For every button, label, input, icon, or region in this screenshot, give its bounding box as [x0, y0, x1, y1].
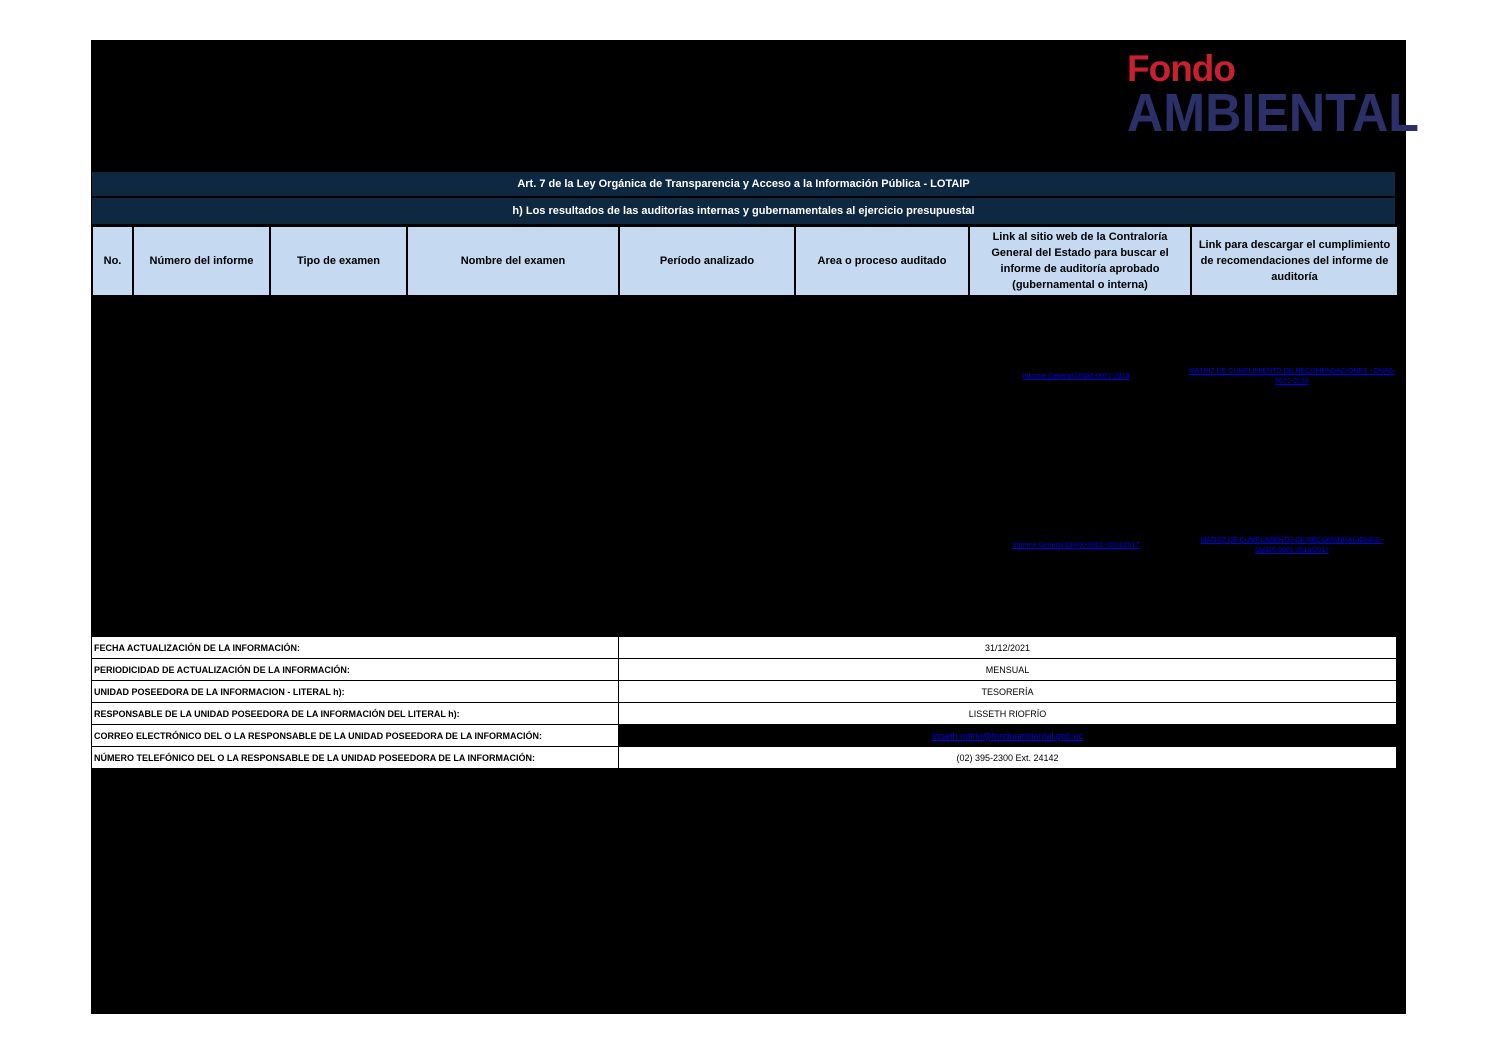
col-header-no: No.: [92, 226, 133, 296]
meta-label-update-date: FECHA ACTUALIZACIÓN DE LA INFORMACIÓN:: [92, 637, 619, 659]
meta-value-email: [619, 725, 1397, 747]
report-link[interactable]: Informe General DIAD6-0001-2014/2017: [1012, 542, 1140, 549]
meta-value-responsible: LISSETH RIOFRÍO: [619, 703, 1397, 725]
col-header-exam-name: Nombre del examen: [407, 226, 619, 296]
info-footer-table: [91, 636, 1397, 769]
meta-row: [92, 747, 1397, 769]
table-row: [91, 298, 1396, 467]
meta-value-unit: TESORERÍA: [619, 681, 1397, 703]
compliance-matrix-link[interactable]: MATRIZ DE CUMPLIMIENTO DE RECOMENDACIONES - DNA6-0071-2019: [1189, 368, 1395, 385]
meta-label-responsible: RESPONSABLE DE LA UNIDAD POSEEDORA DE LA INFORMACIÓN DEL LITERAL h):: [92, 703, 619, 725]
audit-table-body: [91, 298, 1396, 636]
meta-label-periodicity: PERIODICIDAD DE ACTUALIZACIÓN DE LA INFORMACIÓN:: [92, 659, 619, 681]
meta-row: [92, 637, 1397, 659]
meta-row: [92, 659, 1397, 681]
logo-line-1: Fondo: [1127, 48, 1236, 89]
meta-label-unit: UNIDAD POSEEDORA DE LA INFORMACION - LITERAL h):: [92, 681, 619, 703]
meta-row: [92, 725, 1397, 747]
col-header-exam-type: Tipo de examen: [270, 226, 407, 296]
col-header-compliance-link: Link para descargar el cumplimiento de recomendaciones del informe de auditoría: [1191, 226, 1398, 296]
meta-value-update-date: 31/12/2021: [619, 637, 1397, 659]
meta-value-periodicity: MENSUAL: [619, 659, 1397, 681]
compliance-matrix-link[interactable]: MATRIZ DE CUMPLIMIENTO DE RECOMENDACIONES - DIAD6-0001-2014/2017: [1200, 537, 1384, 554]
fondo-ambiental-logo: [1127, 48, 1419, 143]
meta-value-phone: (02) 395-2300 Ext. 24142: [619, 747, 1397, 769]
email-link[interactable]: lisseth.riofrio@fondoambiental.gob.ec: [932, 730, 1083, 741]
meta-row: [92, 681, 1397, 703]
col-header-contraloria-link: Link al sitio web de la Contraloría General del Estado para buscar el informe de auditoría aprobado (gubernamental o interna): [969, 226, 1191, 296]
meta-row: [92, 703, 1397, 725]
document-title: Art. 7 de la Ley Orgánica de Transparencia y Acceso a la Información Pública - LOTAIP: [92, 172, 1395, 196]
col-header-report-number: Número del informe: [133, 226, 270, 296]
logo-line-2: AMBIENTAL: [1127, 83, 1419, 143]
meta-label-email: CORREO ELECTRÓNICO DEL O LA RESPONSABLE DE LA UNIDAD POSEEDORA DE LA INFORMACIÓN:: [92, 725, 619, 747]
document-subtitle: h) Los resultados de las auditorías internas y gubernamentales al ejercicio presupuestal: [92, 198, 1395, 224]
report-link[interactable]: Informe General DNA6-0071-2019: [1022, 373, 1130, 380]
document-page: [91, 40, 1419, 1014]
audit-table-header: [91, 225, 1399, 297]
col-header-area: Area o proceso auditado: [795, 226, 969, 296]
meta-label-phone: NÚMERO TELEFÓNICO DEL O LA RESPONSABLE DE LA UNIDAD POSEEDORA DE LA INFORMACIÓN:: [92, 747, 619, 769]
table-row: [91, 467, 1396, 636]
col-header-period: Período analizado: [619, 226, 795, 296]
